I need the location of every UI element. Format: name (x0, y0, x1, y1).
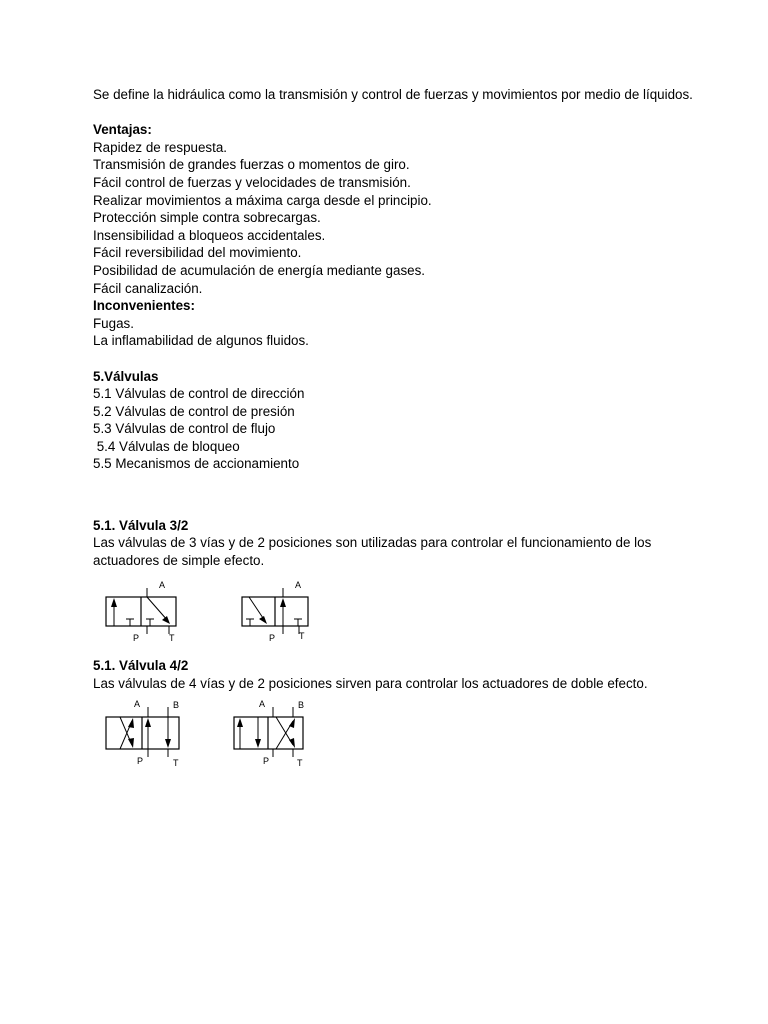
port-label-a: A (295, 580, 302, 591)
valvulas-heading: 5.Válvulas (93, 368, 159, 384)
port-label-t: T (173, 757, 179, 768)
ventaja-item: Fácil reversibilidad del movimiento. (93, 245, 302, 261)
port-label-t: T (297, 757, 303, 768)
port-label-a: A (134, 698, 141, 709)
ventaja-item: Rapidez de respuesta. (93, 139, 227, 155)
valvula-32-text: Las válvulas de 3 vías y de 2 posiciones son utilizadas para controlar el funcionamiento de los actuadores de simple efecto. (93, 535, 652, 568)
ventaja-item: Posibilidad de acumulación de energía mediante gases. (93, 262, 426, 278)
valvulas-item: 5.2 Válvulas de control de presión (93, 403, 295, 419)
inconveniente-item: La inflamabilidad de algunos fluidos. (93, 333, 309, 349)
ventajas-heading: Ventajas: (93, 122, 152, 138)
port-label-a: A (259, 698, 266, 709)
ventaja-item: Transmisión de grandes fuerzas o momentos de giro. (93, 157, 410, 173)
ventaja-item: Protección simple contra sobrecargas. (93, 210, 321, 226)
inconvenientes-heading: Inconvenientes: (93, 298, 195, 314)
ventaja-item: Fácil canalización. (93, 280, 203, 296)
port-label-p: P (133, 633, 140, 644)
valvulas-item: 5.1 Válvulas de control de dirección (93, 386, 305, 402)
intro-paragraph: Se define la hidráulica como la transmisión y control de fuerzas y movimientos por medio de líquidos. (93, 87, 693, 102)
ventaja-item: Fácil control de fuerzas y velocidades de transmisión. (93, 174, 411, 190)
ventaja-item: Realizar movimientos a máxima carga desde el principio. (93, 192, 432, 208)
valvula-42-diagrams (93, 699, 693, 769)
port-label-t: T (169, 633, 175, 644)
valvula-32-diagrams (93, 577, 693, 644)
valvulas-item: 5.3 Válvulas de control de flujo (93, 421, 276, 437)
port-label-b: B (298, 699, 305, 710)
port-label-a: A (159, 580, 166, 591)
inconveniente-item: Fugas. (93, 315, 134, 331)
valvula-42-text: Las válvulas de 4 vías y de 2 posiciones sirven para controlar los actuadores de doble efecto. (93, 676, 648, 692)
valvula-42-symbol-2 (231, 699, 331, 769)
port-label-p: P (269, 633, 276, 644)
port-label-b: B (173, 699, 180, 710)
valvulas-item: 5.4 Válvulas de bloqueo (93, 438, 240, 454)
valvula-32-symbol-1 (103, 579, 193, 643)
port-label-p: P (137, 755, 144, 766)
valvula-32-symbol-2 (239, 579, 329, 643)
ventaja-item: Insensibilidad a bloqueos accidentales. (93, 227, 326, 243)
valvula-42-symbol-1 (103, 699, 203, 769)
document-page (93, 86, 693, 769)
valvulas-item: 5.5 Mecanismos de accionamiento (93, 456, 300, 472)
valvula-42-heading: 5.1. Válvula 4/2 (93, 658, 189, 674)
port-label-p: P (263, 755, 270, 766)
port-label-t: T (299, 631, 305, 642)
valvula-32-heading: 5.1. Válvula 3/2 (93, 517, 189, 533)
